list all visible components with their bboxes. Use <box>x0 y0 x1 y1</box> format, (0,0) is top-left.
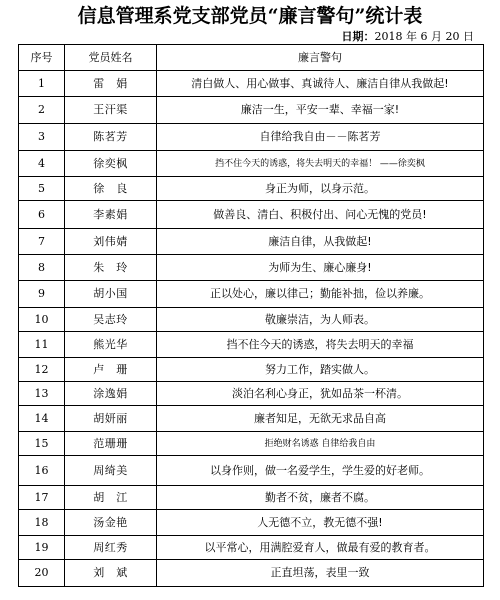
cell-number: 12 <box>19 358 65 382</box>
cell-member-name: 刘伟婧 <box>65 229 157 255</box>
cell-member-name: 胡小国 <box>65 281 157 308</box>
cell-motto: 以身作则，做一名爱学生，学生爱的好老师。 <box>157 456 484 486</box>
cell-member-name: 周红秀 <box>65 536 157 560</box>
table-row <box>19 406 484 432</box>
cell-motto: 努力工作，踏实做人。 <box>157 358 484 382</box>
cell-member-name: 雷 娟 <box>65 71 157 97</box>
cell-motto: 挡不住今天的诱惑，将失去明天的幸福！ ——徐奕枫 <box>157 151 484 177</box>
cell-motto: 为师为生、廉心廉身! <box>157 255 484 281</box>
cell-number: 16 <box>19 456 65 486</box>
cell-number: 14 <box>19 406 65 432</box>
cell-number: 9 <box>19 281 65 308</box>
table-row <box>19 510 484 536</box>
table-header-row <box>19 45 484 71</box>
date-label: 日期： <box>341 30 375 43</box>
table-row <box>19 560 484 587</box>
table-row <box>19 358 484 382</box>
cell-number: 20 <box>19 560 65 587</box>
cell-number: 19 <box>19 536 65 560</box>
motto-table <box>18 44 484 587</box>
table-row <box>19 382 484 406</box>
cell-motto: 廉洁自律，从我做起! <box>157 229 484 255</box>
cell-member-name: 汤金艳 <box>65 510 157 536</box>
cell-member-name: 刘 斌 <box>65 560 157 587</box>
cell-number: 2 <box>19 97 65 124</box>
cell-motto: 正以处心，廉以律己；勤能补拙，俭以养廉。 <box>157 281 484 308</box>
table-row <box>19 201 484 229</box>
cell-number: 3 <box>19 124 65 151</box>
table-row <box>19 255 484 281</box>
table-row <box>19 332 484 358</box>
cell-member-name: 周绮美 <box>65 456 157 486</box>
cell-number: 5 <box>19 177 65 201</box>
table-row <box>19 456 484 486</box>
cell-member-name: 徐 良 <box>65 177 157 201</box>
cell-number: 6 <box>19 201 65 229</box>
cell-member-name: 朱 玲 <box>65 255 157 281</box>
cell-member-name: 卢 珊 <box>65 358 157 382</box>
cell-member-name: 陈茗芳 <box>65 124 157 151</box>
cell-motto: 廉者知足，无欲无求品自高 <box>157 406 484 432</box>
table-row <box>19 177 484 201</box>
cell-member-name: 范珊珊 <box>65 432 157 456</box>
column-header-motto: 廉言警句 <box>157 45 484 71</box>
cell-motto: 正直坦荡，表里一致 <box>157 560 484 587</box>
date-line <box>342 30 474 44</box>
cell-motto: 勤者不贫，廉者不腐。 <box>157 486 484 510</box>
column-header-no: 序号 <box>19 45 65 71</box>
cell-number: 18 <box>19 510 65 536</box>
cell-motto: 做善良、清白、积极付出、问心无愧的党员! <box>157 201 484 229</box>
table-row <box>19 308 484 332</box>
cell-motto: 挡不住今天的诱惑，将失去明天的幸福 <box>157 332 484 358</box>
table-body <box>19 71 484 587</box>
table-row <box>19 71 484 97</box>
cell-motto: 自律给我自由－－陈茗芳 <box>157 124 484 151</box>
table-row <box>19 151 484 177</box>
cell-number: 7 <box>19 229 65 255</box>
cell-member-name: 熊光华 <box>65 332 157 358</box>
column-header-name: 党员姓名 <box>65 45 157 71</box>
cell-motto: 人无德不立，教无德不强! <box>157 510 484 536</box>
table-row <box>19 432 484 456</box>
cell-member-name: 胡 江 <box>65 486 157 510</box>
cell-motto: 廉洁一生，平安一辈、幸福一家! <box>157 97 484 124</box>
cell-motto: 敬廉崇洁，为人师表。 <box>157 308 484 332</box>
cell-number: 15 <box>19 432 65 456</box>
table-row <box>19 124 484 151</box>
cell-member-name: 徐奕枫 <box>65 151 157 177</box>
cell-member-name: 王汗渠 <box>65 97 157 124</box>
cell-number: 11 <box>19 332 65 358</box>
cell-member-name: 涂逸娟 <box>65 382 157 406</box>
cell-number: 8 <box>19 255 65 281</box>
cell-motto: 淡泊名利心身正，犹如品茶一杯清。 <box>157 382 484 406</box>
table-row <box>19 536 484 560</box>
cell-motto: 清白做人、用心做事、真诚待人、廉洁自律从我做起! <box>157 71 484 97</box>
cell-number: 10 <box>19 308 65 332</box>
cell-number: 13 <box>19 382 65 406</box>
date-value: 2018 年 6 月 20 日 <box>374 30 474 43</box>
cell-number: 17 <box>19 486 65 510</box>
cell-member-name: 吴志玲 <box>65 308 157 332</box>
cell-motto: 以平常心，用满腔爱育人，做最有爱的教育者。 <box>157 536 484 560</box>
table-row <box>19 229 484 255</box>
table-row <box>19 281 484 308</box>
cell-motto: 身正为师，以身示范。 <box>157 177 484 201</box>
document-title: 信息管理系党支部党员“廉言警句”统计表 <box>77 5 423 27</box>
cell-number: 1 <box>19 71 65 97</box>
table-row <box>19 97 484 124</box>
cell-member-name: 胡妍丽 <box>65 406 157 432</box>
cell-motto: 拒绝财名诱惑 自律给我自由 <box>157 432 484 456</box>
cell-member-name: 李素娟 <box>65 201 157 229</box>
cell-number: 4 <box>19 151 65 177</box>
table-row <box>19 486 484 510</box>
